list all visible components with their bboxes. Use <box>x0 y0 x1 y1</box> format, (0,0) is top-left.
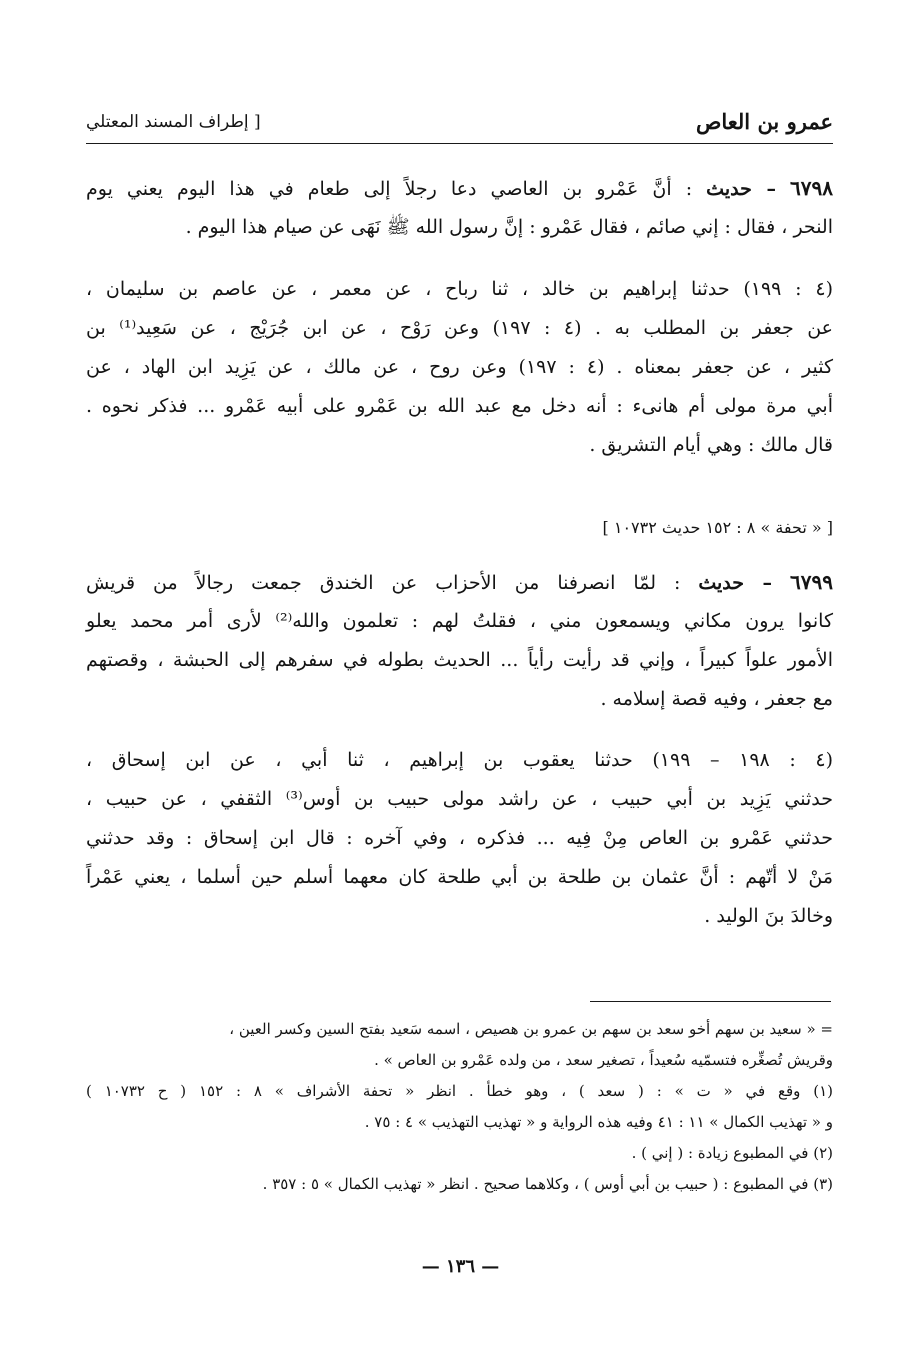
hadith-line: النحر ، فقال : إني صائم ، فقال عَمْرو : إنَّ رسول الله ﷺ نَهَى عن صيام هذا اليوم . <box>185 216 833 238</box>
hadith-line: مع جعفر ، وفيه قصة إسلامه . <box>600 688 833 710</box>
isnad-line: مَنْ لا أتّهم : أنَّ عثمان بن طلحة بن أبي طلحة كان معهما أسلم حين أسلما ، يعني عَمْراً <box>86 866 833 888</box>
hadith-6799-text <box>86 563 833 719</box>
hadith-6798-text <box>86 169 833 247</box>
hadith-label: – حديث <box>706 178 776 200</box>
footnotes <box>86 1014 833 1200</box>
chapter-title: عمرو بن العاص <box>695 109 833 134</box>
hadith-line-text: : أنَّ عَمْرو بن العاصي دعا رجلاً إلى طعام في هذا اليوم يعني يوم <box>86 178 693 200</box>
isnad-line: قال مالك : وهي أيام التشريق . <box>589 434 833 456</box>
isnad-line: حدثني عَمْرو بن العاص مِنْ فِيه ... فذكره ، وفي آخره : قال ابن إسحاق : وقد حدثني <box>86 827 833 849</box>
hadith-line: كانوا يرون مكاني ويسمعون مني ، فقلتُ لهم : تعلمون والله⁽²⁾ لأرى أمر محمد يعلو <box>86 610 833 632</box>
footnote-line: (٢) في المطبوع زيادة : ( إني ) . <box>631 1144 833 1162</box>
footnote-line: (١) وقع في « ت » : ( سعد ) ، وهو خطأ . انظر « تحفة الأشراف » ٨ : ١٥٢ ( ح ١٠٧٣٢ ) <box>86 1082 834 1100</box>
hadith-label: – حديث <box>698 572 773 594</box>
footnote-line: (٣) في المطبوع : ( حبيب بن أبي أوس ) ، وكلاهما صحيح . انظر « تهذيب الكمال » ٥ : ٣٥٧ . <box>262 1175 833 1193</box>
hadith-line <box>86 169 833 208</box>
hadith-6799-isnad <box>86 741 833 936</box>
hadith-line: الأمور علواً كبيراً ، وإني قد رأيت رأياً ... الحديث بطوله في سفرهم إلى الحبشة ، وقصتهم <box>86 649 833 671</box>
footnote-line: و « تهذيب الكمال » ١١ : ٤١ وفيه هذه الرواية و « تهذيب التهذيب » ٤ : ٧٥ . <box>364 1113 833 1131</box>
hadith-6798-isnad <box>86 270 833 465</box>
isnad-line: أبي مرة مولى أم هانىء : أنه دخل مع عبد الله بن عَمْرو على أبيه عَمْرو ... فذكر نحوه . <box>86 395 833 417</box>
footnote-line: وقريش تُصغِّره فتسمّيه سُعيداً ، تصغير سعد ، من ولده عَمْرو بن العاص » . <box>374 1051 833 1069</box>
page-number: — ١٣٦ — <box>421 1256 500 1277</box>
hadith-line-text: : لمّا انصرفنا من الأحزاب عن الخندق جمعت رجالاً من قريش <box>86 572 681 594</box>
hadith-line <box>86 563 833 602</box>
footnote-divider <box>590 1001 831 1002</box>
tohfa-reference: [ « تحفة » ٨ : ١٥٢ حديث ١٠٧٣٢ ] <box>602 518 833 537</box>
running-header <box>86 103 833 144</box>
isnad-line: (٤ : ١٩٨ – ١٩٩) حدثنا يعقوب بن إبراهيم ، ثنا أبي ، عن ابن إسحاق ، <box>86 749 833 771</box>
isnad-line: حدثني يَزِيد بن أبي حبيب ، عن راشد مولى حبيب بن أوس⁽³⁾ الثقفي ، عن حبيب ، <box>86 788 833 810</box>
hadith-number: ٦٧٩٨ <box>790 176 833 200</box>
isnad-line: وخالدَ بنَ الوليد . <box>704 905 833 927</box>
book-title: [ إطراف المسند المعتلي <box>86 112 261 132</box>
isnad-line: (٤ : ١٩٩) حدثنا إبراهيم بن خالد ، ثنا رباح ، عن معمر ، عن عاصم بن سليمان ، <box>86 278 833 300</box>
hadith-number: ٦٧٩٩ <box>790 570 834 594</box>
isnad-line: عن جعفر بن المطلب به . (٤ : ١٩٧) وعن رَوْح ، عن ابن جُرَيْج ، عن سَعِيد⁽¹⁾ بن <box>86 317 833 339</box>
footnote-line: = « سعيد بن سهم أخو سعد بن سهم بن عمرو بن هصيص ، اسمه سَعيد بفتح السين وكسر العين ، <box>229 1020 833 1038</box>
isnad-line: كثير ، عن جعفر بمعناه . (٤ : ١٩٧) وعن روح ، عن مالك ، عن يَزِيد ابن الهاد ، عن <box>86 356 833 378</box>
